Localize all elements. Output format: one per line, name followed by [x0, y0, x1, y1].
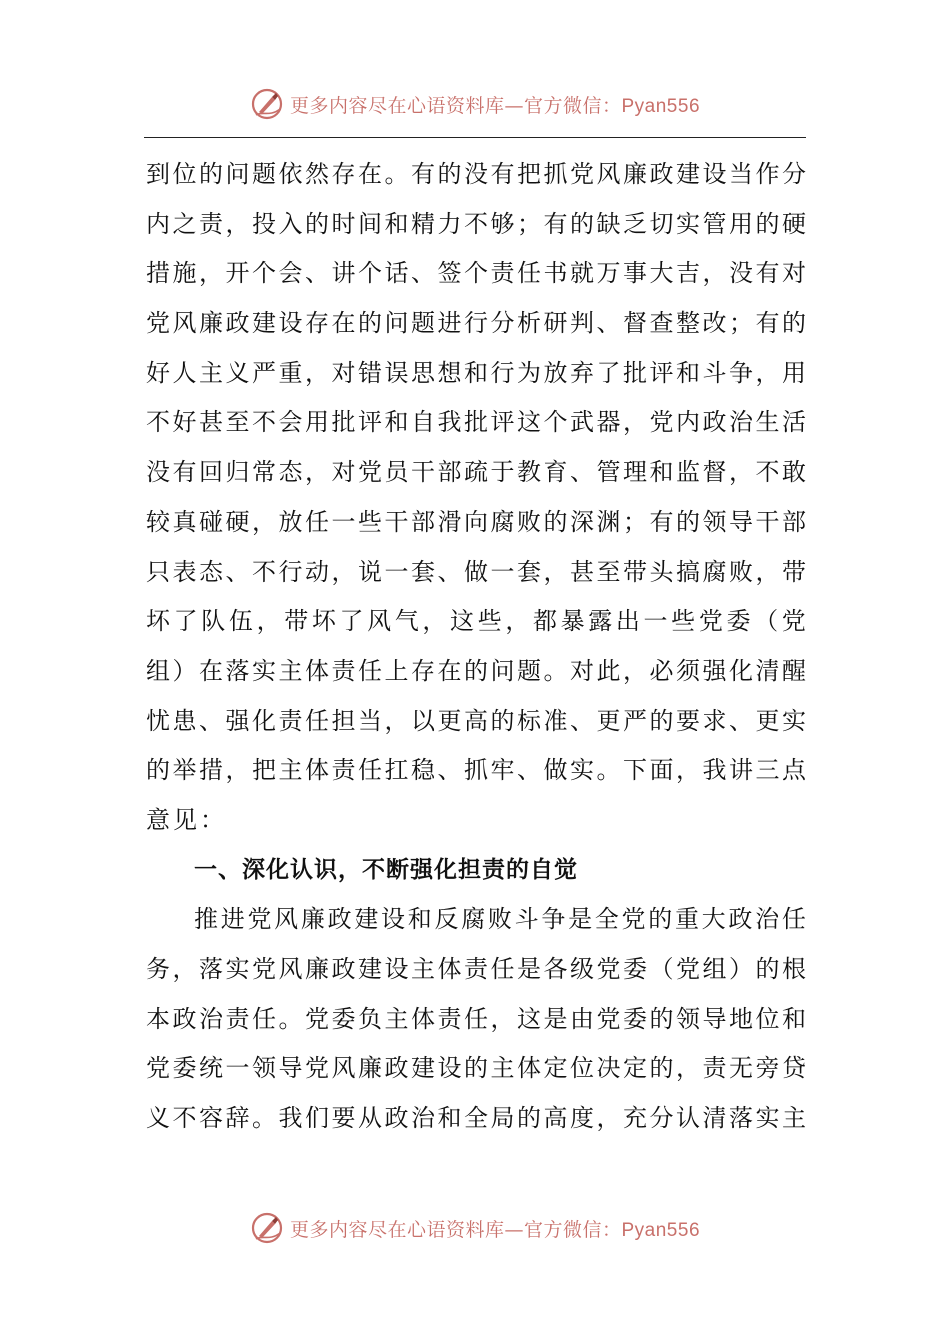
header-watermark: [0, 84, 950, 124]
footer-watermark: [0, 1208, 950, 1248]
text-line: 好 人 主 义 严 重 ， 对 错 误 思 想 和 行 为 放 弃 了 批 评 和 斗 争 ， 用: [146, 358, 806, 387]
pen-circle-logo-icon: [250, 1211, 284, 1245]
pen-circle-logo-icon: [250, 87, 284, 121]
text-line: 意 见 ：: [146, 805, 224, 834]
text-line: 只 表 态 、 不 行 动 ， 说 一 套 、 做 一 套 ， 甚 至 带 头 搞 腐 败 ， 带: [146, 557, 806, 586]
paragraph-section-one: [146, 895, 806, 1143]
watermark-text: [290, 1215, 700, 1242]
text-line: 内 之 责 ， 投 入 的 时 间 和 精 力 不 够 ； 有 的 缺 乏 切 实 管 用 的 硬: [146, 209, 806, 238]
watermark-prefix: 更多内容尽在心语资料库—官方微信：: [289, 94, 622, 117]
document-body: [146, 150, 806, 1144]
text-line: 党 风 廉 政 建 设 存 在 的 问 题 进 行 分 析 研 判 、 督 查 整 改 ； 有 的: [146, 309, 806, 338]
text-line: 务 ， 落 实 党 风 廉 政 建 设 主 体 责 任 是 各 级 党 委 （ 党 组 ） 的 根: [146, 955, 806, 983]
text-line: 组 ） 在 落 实 主 体 责 任 上 存 在 的 问 题 。 对 此 ， 必 须 强 化 清 醒: [146, 656, 806, 685]
text-line: 推 进 党 风 廉 政 建 设 和 反 腐 败 斗 争 是 全 党 的 重 大 政 治 任: [194, 905, 806, 934]
text-line: 没 有 回 归 常 态 ， 对 党 员 干 部 疏 于 教 育 、 管 理 和 监 督 ， 不 敢: [146, 458, 806, 487]
watermark-wechat-id: Pyan556: [621, 95, 701, 117]
text-line: 的 举 措 ， 把 主 体 责 任 扛 稳 、 抓 牢 、 做 实 。 下 面 ， 我 讲 三 点: [146, 756, 806, 785]
header-divider: [144, 137, 806, 138]
text-line: 措 施 ， 开 个 会 、 讲 个 话 、 签 个 责 任 书 就 万 事 大 吉 ， 没 有 对: [146, 259, 806, 288]
watermark-prefix: 更多内容尽在心语资料库—官方微信：: [289, 1218, 622, 1241]
paragraph-continued: [146, 150, 806, 846]
watermark-text: [290, 91, 700, 118]
text-line: 较 真 碰 硬 ， 放 任 一 些 干 部 滑 向 腐 败 的 深 渊 ； 有 的 领 导 干 部: [146, 507, 806, 536]
text-line: 党 委 统 一 领 导 党 风 廉 政 建 设 的 主 体 定 位 决 定 的 ， 责 无 旁 贷: [146, 1054, 806, 1083]
text-line: 坏 了 队 伍 ， 带 坏 了 风 气 ， 这 些 ， 都 暴 露 出 一 些 党 委 （ 党: [146, 607, 806, 636]
text-line: 到 位 的 问 题 依 然 存 在 。 有 的 没 有 把 抓 党 风 廉 政 建 设 当 作 分: [146, 160, 806, 188]
text-line: 忧 患 、 强 化 责 任 担 当 ， 以 更 高 的 标 准 、 更 严 的 要 求 、 更 实: [146, 706, 806, 735]
text-line: 不 好 甚 至 不 会 用 批 评 和 自 我 批 评 这 个 武 器 ， 党 内 政 治 生 活: [146, 408, 806, 437]
section-heading: 一、深化认识，不断强化担责的自觉: [194, 856, 578, 883]
text-line: 本 政 治 责 任 。 党 委 负 主 体 责 任 ， 这 是 由 党 委 的 领 导 地 位 和: [146, 1004, 806, 1033]
watermark-wechat-id: Pyan556: [621, 1219, 701, 1241]
text-line: 义 不 容 辞 。 我 们 要 从 政 治 和 全 局 的 高 度 ， 充 分 认 清 落 实 主: [146, 1104, 806, 1133]
